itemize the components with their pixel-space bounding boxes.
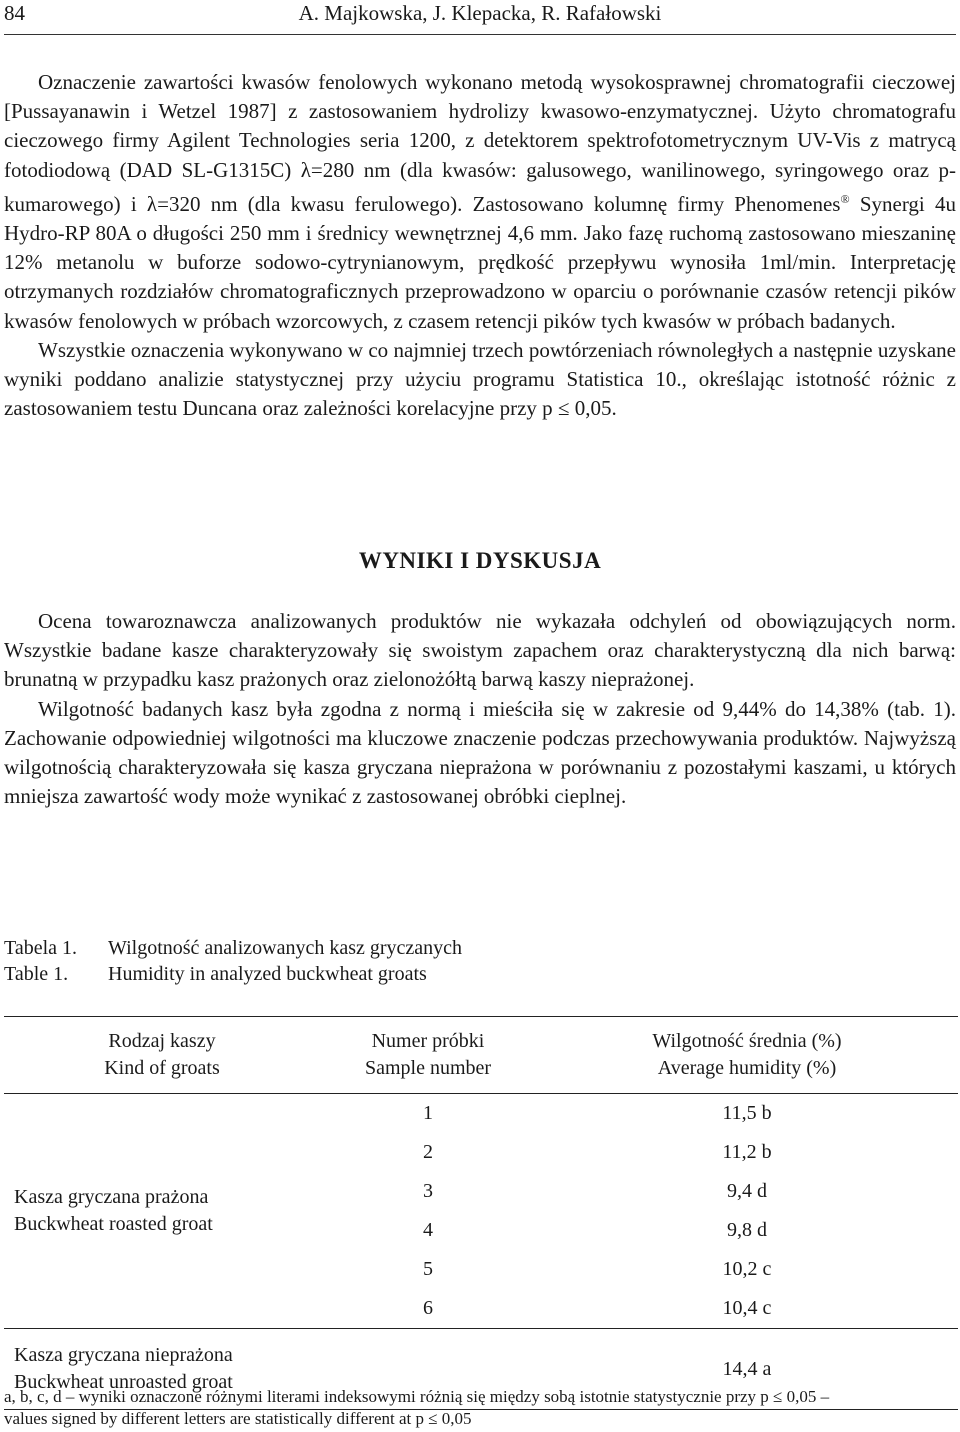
methods-paragraph-1 [4, 68, 956, 336]
methods-paragraph-1-part-b: Synergi 4u Hydro-RP 80A o długości 250 mm i średnicy wewnętrznej 4,6 mm. Jako fazę ruchomą zastosowano mieszaninę 12% metanolu w buforze sodowo-cytrynianowym, prędkość przepływu wynosiła 1ml/min. Interpretację otrzymanych rozdziałów chromatograficznych przeprowadzono w oparciu o porównanie czasów retencji pików kwasów fenolowych w próbach wzorcowych, z czasem retencji pików tych kwasów w próbach badanych. [4, 191, 956, 333]
kind-roasted: Kasza gryczana prażona Buckwheat roasted groat [14, 1186, 213, 1235]
methods-text [4, 68, 956, 423]
humidity-value: 14,4 a [536, 1329, 958, 1410]
running-head [0, 0, 960, 26]
header-rule [4, 34, 956, 35]
sample-number: 5 [423, 1258, 433, 1280]
header-humidity: Wilgotność średnia (%) Average humidity (%) [536, 1017, 958, 1094]
humidity-value: 9,8 d [727, 1219, 767, 1241]
header-sample: Numer próbki Sample number [320, 1017, 536, 1094]
caption-title-en: Humidity in analyzed buckwheat groats [108, 963, 427, 985]
sample-number: 3 [423, 1180, 433, 1202]
humidity-value: 10,2 c [722, 1258, 772, 1280]
caption-label-pl: Tabela 1. [4, 937, 78, 959]
section-title: WYNIKI I DYSKUSJA [358, 548, 602, 573]
running-head-authors: A. Majkowska, J. Klepacka, R. Rafałowski [298, 1, 662, 25]
results-paragraph-1: Ocena towaroznawcza analizowanych produktów nie wykazała odchyleń od obowiązujących norm. Wszystkie badane kasze charakteryzowały się swoistym zapachem oraz charakterystyczną dla nich barwą: brunatną w przypadku kasz prażonych oraz zielonożółtą barwą kaszy nieprażonej. [4, 609, 956, 692]
table-footnote [4, 1386, 956, 1430]
footnote-pl: a, b, c, d – wyniki oznaczone różnymi literami indeksowymi różnią się między sobą istotnie statystycznie przy p ≤ 0,05 – [4, 1387, 830, 1406]
table-row [4, 1094, 958, 1134]
table-header-row [4, 1017, 958, 1094]
sample-number: 2 [423, 1141, 433, 1163]
table-caption [4, 935, 462, 987]
footnote-en: values signed by different letters are statistically different at p ≤ 0,05 [4, 1409, 472, 1428]
sample-number: 1 [423, 1102, 433, 1124]
header-kind: Rodzaj kaszy Kind of groats [4, 1017, 320, 1094]
caption-label-en: Table 1. [4, 963, 69, 985]
sample-number: 4 [423, 1219, 433, 1241]
humidity-value: 11,2 b [722, 1141, 772, 1163]
methods-paragraph-1-part-a: Oznaczenie zawartości kwasów fenolowych wykonano metodą wysokosprawnej chromatografii cieczowej [Pussayanawin i Wetzel 1987] z zastosowaniem hydrolizy kwasowo-enzymatycznej. Użyto chromatografu cieczowego firmy Agilent Technologies seria 1200, z detektorem spektrofotometrycznym UV-Vis z matrycą fotodiodową (DAD SL-G1315C) λ=280 nm (dla kwasów: galusowego, wanilinowego, syringowego oraz p-kumarowego) i λ=320 nm (dla kwasu ferulowego). Zastosowano kolumnę firmy Phenomenes [4, 70, 956, 216]
methods-paragraph-2: Wszystkie oznaczenia wykonywano w co najmniej trzech powtórzeniach równoległych a następnie uzyskane wyniki poddano analizie statystycznej przy użyciu programu Statistica 10., określając istotność różnic z zastosowaniem testu Duncana oraz zależności korelacyjne przy p ≤ 0,05. [4, 337, 956, 421]
page-number: 84 [4, 1, 25, 25]
kind-unroasted: Kasza gryczana nieprażona Buckwheat unroasted groat [4, 1329, 320, 1410]
caption-title-pl: Wilgotność analizowanych kasz gryczanych [108, 937, 463, 959]
results-paragraph-2: Wilgotność badanych kasz była zgodna z normą i mieściła się w zakresie od 9,44% do 14,38% (tab. 1). Zachowanie odpowiedniej wilgotności ma kluczowe znaczenie podczas przechowywania produktów. Najwyższą wilgotnością charakteryzowała się kasza gryczana nieprażona w porównaniu z pozostałymi kaszami, u których mniejsza zawartość wody może wynikać z zastosowanej obróbki cieplnej. [4, 696, 956, 809]
humidity-value: 11,5 b [722, 1102, 772, 1124]
humidity-table [4, 1016, 958, 1410]
humidity-value: 10,4 c [722, 1297, 772, 1319]
humidity-value: 9,4 d [727, 1180, 767, 1202]
results-text [4, 607, 956, 811]
registered-mark: ® [840, 191, 850, 206]
sample-number: 6 [423, 1297, 433, 1319]
